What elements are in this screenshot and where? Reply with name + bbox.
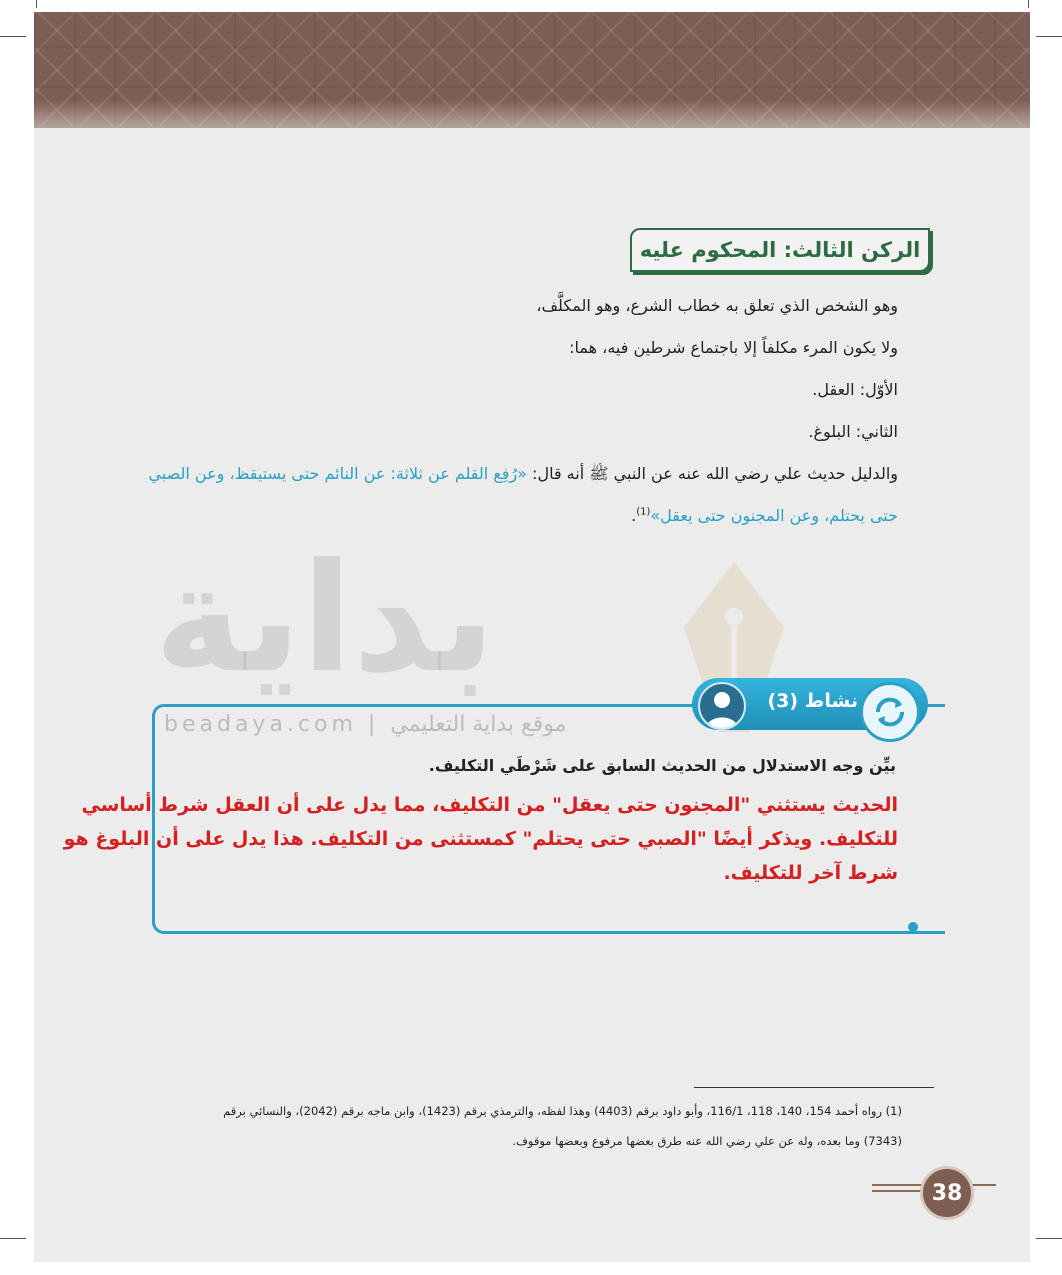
- crop-mark: [36, 0, 37, 8]
- crop-mark: [1036, 36, 1062, 37]
- refresh-icon: [860, 682, 920, 742]
- body-line: وهو الشخص الذي تعلق به خطاب الشرع، وهو المكلَّف،: [536, 296, 898, 315]
- evidence-line-2: [631, 506, 898, 525]
- body-text: [108, 296, 898, 536]
- crop-mark: [1028, 0, 1029, 8]
- answer-line: الحديث يستثني "المجنون حتى يعقل" من التكليف، مما يدل على أن العقل شرط أساسي: [81, 794, 898, 816]
- activity-frame-dot: [908, 922, 918, 932]
- end-punctuation: .: [631, 506, 637, 525]
- user-avatar-icon: [698, 682, 746, 730]
- answer-line: شرط آخر للتكليف.: [723, 862, 898, 884]
- hadith-text: «رُفِع القلم عن ثلاثة: عن النائم حتى يستيقظ، وعن الصبي: [148, 464, 527, 483]
- footnote-ref[interactable]: (1): [636, 506, 651, 518]
- footnote-line: (1) رواه أحمد 154، 140، 118، 116/1، وأبو داود برقم (4403) وهذا لفظه، والترمذي برقم (1423)، وابن ماجه برقم (2042)، والنسائي برقم: [223, 1104, 902, 1118]
- evidence-line: [148, 464, 898, 487]
- activity-question: بيِّن وجه الاستدلال من الحديث السابق على شَرْطَي التكليف.: [428, 756, 896, 775]
- activity-label: نشاط (3): [767, 690, 858, 712]
- hadith-text: حتى يحتلم، وعن المجنون حتى يعقل»: [650, 506, 898, 525]
- book-page: [34, 12, 1030, 1262]
- crop-mark: [1036, 1238, 1062, 1239]
- page-number: 38: [920, 1166, 974, 1220]
- watermark-brand: بداية: [154, 532, 496, 706]
- footnote-divider: [694, 1087, 934, 1088]
- body-line: ولا يكون المرء مكلفاً إلا باجتماع شرطين فيه، هما:: [569, 338, 898, 357]
- crop-mark: [0, 36, 26, 37]
- body-line: الثاني: البلوغ.: [808, 422, 898, 441]
- watermark-site: beadaya.com | موقع بداية التعليمي: [164, 712, 567, 737]
- footnote-line: (7343) وما بعده، وله عن علي رضي الله عنه طرق بعضها مرفوع وبعضها موقوف.: [512, 1134, 902, 1148]
- banner-fade: [34, 100, 1030, 128]
- activity-frame: [152, 704, 945, 934]
- section-heading: الركن الثالث: المحكوم عليه: [630, 228, 930, 272]
- answer-line: للتكليف. ويذكر أيضًا "الصبي حتى يحتلم" كمستثنى من التكليف. هذا يدل على أن البلوغ هو: [63, 828, 898, 850]
- crop-mark: [0, 1238, 26, 1239]
- evidence-intro: والدليل حديث علي رضي الله عنه عن النبي ﷺ أنه قال:: [526, 464, 898, 483]
- body-line: الأوّل: العقل.: [812, 380, 898, 399]
